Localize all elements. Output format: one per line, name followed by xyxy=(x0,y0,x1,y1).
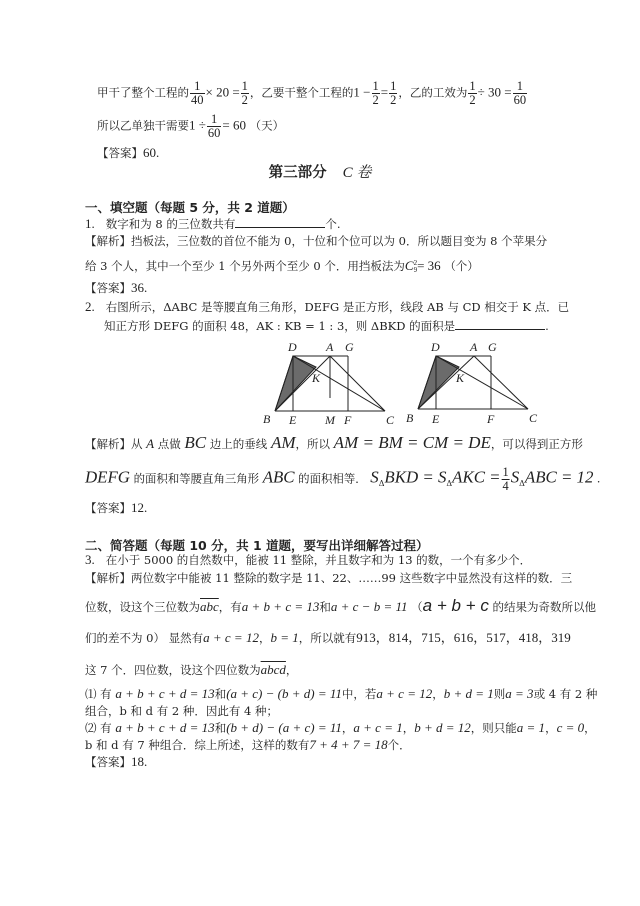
text: ，乙的工效为 xyxy=(398,85,468,100)
solution-line-1 xyxy=(97,80,528,107)
denominator: 60 xyxy=(513,93,527,107)
number-list: 913，814，715，616，517，418，319 xyxy=(356,630,571,645)
answer-label: 【答案】 xyxy=(85,755,131,769)
analysis-text: 两位数字中能被 11 整除的数字是 11、22、……99 这些数字中显然没有这样的数．三 xyxy=(131,571,573,585)
text: 的面积和等腰直角三角形 xyxy=(133,471,260,486)
label-b: B xyxy=(406,411,414,425)
q3-case-2-line-1 xyxy=(85,720,596,736)
text: ，乙要干整个工程的 xyxy=(249,85,354,100)
math: a + c − b = 11 xyxy=(330,599,408,614)
denominator: 2 xyxy=(372,93,379,107)
label-f: F xyxy=(344,413,352,427)
numerator: 1 xyxy=(190,80,205,94)
math: a + b + c xyxy=(422,596,489,615)
text: b 和 d 有 7 种组合．综上所述，这样的数有 xyxy=(85,738,310,752)
math: A xyxy=(146,436,155,451)
question-2-line-1 xyxy=(85,299,569,315)
answer-value: 18. xyxy=(131,754,148,769)
question-number: 3. xyxy=(85,552,95,567)
math: DEFG xyxy=(85,467,130,487)
numerator: 1 xyxy=(390,79,397,93)
solution-line-2 xyxy=(97,113,284,140)
q3-analysis-line-1 xyxy=(85,570,572,586)
math: 1 ÷ xyxy=(189,117,206,133)
q3-analysis-line-3 xyxy=(85,630,571,646)
text: ，所以 xyxy=(295,437,331,451)
label-d: D xyxy=(288,340,297,354)
q2-analysis-line-1 xyxy=(85,435,583,452)
denominator: 2 xyxy=(241,93,248,107)
analysis-text: 给 3 个人，其中一个至少 1 个另外两个至少 0 个．用挡板法为 xyxy=(85,259,405,273)
label-g: G xyxy=(488,340,497,354)
text: ⑵ 有 xyxy=(85,721,112,735)
denominator: 2 xyxy=(469,93,476,107)
math: = 36 xyxy=(417,258,441,273)
question-text: 知正方形 DEFG 的面积 48，AK : KB = 1 : 3，则 ΔBKD 的面积是 xyxy=(104,319,456,333)
fraction xyxy=(207,113,222,140)
text: ，有 xyxy=(218,600,242,614)
fraction xyxy=(389,80,397,107)
combination-symbol: C xyxy=(404,258,414,273)
text: ，则只能 xyxy=(470,721,517,735)
text: 的面积相等． xyxy=(298,471,367,486)
math: a + b + c + d = 13 xyxy=(115,720,215,735)
question-text: 右图所示，ΔABC 是等腰直角三角形，DEFG 是正方形，线段 AB 与 CD 相交于 K 点．已 xyxy=(105,300,570,314)
text: 所以乙单独干需要 xyxy=(97,118,189,133)
denominator: 4 xyxy=(502,479,509,493)
label-c: C xyxy=(386,413,395,427)
figure-left xyxy=(263,340,395,427)
question-tail: . xyxy=(545,319,549,333)
text: ，所以就有 xyxy=(298,631,357,645)
text: 的结果为奇数所以他 xyxy=(492,600,596,614)
answer-label: 【答案】 xyxy=(85,281,131,295)
text: ，可以得到正方形 xyxy=(490,437,583,451)
math: b = 1 xyxy=(270,630,299,645)
shaded-triangle-bkd xyxy=(418,356,459,409)
math: b + d = 1 xyxy=(443,686,494,701)
text: ， xyxy=(432,687,444,701)
question-number: 1. xyxy=(85,216,95,231)
fraction xyxy=(502,466,510,493)
denominator: 2 xyxy=(390,93,397,107)
denominator: 60 xyxy=(207,126,221,140)
label-a: A xyxy=(470,340,478,354)
answer-value: 12. xyxy=(131,500,148,515)
fraction xyxy=(241,80,249,107)
text: ， xyxy=(402,721,415,735)
math: S xyxy=(370,467,379,487)
text: 或 4 有 2 种 xyxy=(533,687,598,701)
combination-sup: 2 xyxy=(413,259,418,267)
q1-analysis-line-1 xyxy=(85,233,547,249)
text: 和 xyxy=(319,600,331,614)
text: 甲干了整个工程的 xyxy=(97,85,189,100)
denominator: 40 xyxy=(191,93,204,107)
math: ABC xyxy=(262,467,295,487)
math: 1 − xyxy=(353,84,371,100)
math-sub: Δ xyxy=(446,478,453,488)
math: × 20 = xyxy=(205,84,240,100)
overline-number: $\overline{abc}$ xyxy=(200,599,219,614)
segment-dc xyxy=(293,356,385,411)
text: 这 7 个．四位数，设这个四位数为 xyxy=(85,663,261,677)
math: a + c = 12 xyxy=(376,686,433,701)
text: ⑴ 有 xyxy=(85,687,112,701)
q1-answer xyxy=(85,280,147,296)
question-tail: 个. xyxy=(325,217,341,231)
math: a + b + c + d = 13 xyxy=(115,686,215,701)
q2-analysis-line-2 xyxy=(85,466,600,493)
geometry-figures xyxy=(250,338,550,428)
math: a = 3 xyxy=(505,686,534,701)
figure-right xyxy=(406,340,538,426)
math: c = 0 xyxy=(556,720,585,735)
numerator: 1 xyxy=(372,79,379,93)
text: 边上的垂线 xyxy=(209,437,268,451)
label-k: K xyxy=(456,371,465,385)
math-sub: Δ xyxy=(378,478,385,488)
math: ÷ 30 = xyxy=(477,84,512,100)
math: = 60 xyxy=(222,117,246,133)
text: 从 xyxy=(131,437,143,451)
answer-blank[interactable] xyxy=(455,317,545,330)
question-3 xyxy=(85,552,531,568)
question-text: 在小于 5000 的自然数中，能被 11 整除，并且数字和为 13 的数，一个有多少个． xyxy=(105,553,532,567)
fraction xyxy=(372,80,380,107)
fraction xyxy=(468,80,476,107)
text: 们的差不为 0） xyxy=(85,631,165,645)
section-heading-fill-in: 一、填空题（每题 5 分，共 2 道题） xyxy=(85,200,295,215)
part-title-suffix: C 卷 xyxy=(342,165,372,181)
answer-value: 36. xyxy=(131,280,148,295)
text: 和 xyxy=(214,721,227,735)
text: （天） xyxy=(249,118,285,133)
label-e: E xyxy=(432,412,440,426)
combination-sub: 9 xyxy=(413,266,418,274)
math: a + b + c = 13 xyxy=(241,599,320,614)
numerator: 1 xyxy=(513,80,528,94)
text: 组合，b 和 d 有 2 种．因此有 4 种； xyxy=(85,704,278,718)
text: 点做 xyxy=(157,437,181,451)
label-k: K xyxy=(312,371,321,385)
text: 位数，设这个三位数为 xyxy=(85,600,200,614)
part-title xyxy=(0,161,640,182)
fraction xyxy=(513,80,528,107)
text: （ xyxy=(411,600,423,614)
math: . xyxy=(597,470,601,486)
text: 显然有 xyxy=(168,631,204,645)
answer-value: 60. xyxy=(143,145,160,160)
analysis-label: 【解析】 xyxy=(85,234,131,248)
math: AM = BM = CM = DE xyxy=(333,433,491,452)
analysis-label: 【解析】 xyxy=(85,571,131,585)
text: ， xyxy=(285,663,298,677)
q3-case-2-line-2 xyxy=(85,737,411,753)
math: S xyxy=(510,467,520,487)
fraction xyxy=(190,80,205,107)
text: 中，若 xyxy=(341,687,377,701)
math: a + c = 12 xyxy=(203,630,259,645)
text: 和 xyxy=(214,687,227,701)
q3-case-1-line-2 xyxy=(85,703,278,719)
text: ， xyxy=(341,721,354,735)
section-heading-short-answer: 二、简答题（每题 10 分，共 1 道题，要写出详细解答过程） xyxy=(85,538,429,553)
text: ， xyxy=(258,631,271,645)
text: 个． xyxy=(387,738,411,752)
shaded-triangle-bkd xyxy=(275,356,316,411)
unit: （个） xyxy=(444,259,479,273)
answer-blank[interactable] xyxy=(235,215,325,228)
label-g: G xyxy=(345,340,354,354)
question-1 xyxy=(85,215,341,232)
numerator: 1 xyxy=(207,113,222,127)
answer-label: 【答案】 xyxy=(85,501,131,515)
q1-analysis-line-2 xyxy=(85,258,479,274)
math: BKD = S xyxy=(384,467,447,487)
q3-analysis-line-2 xyxy=(85,598,596,615)
text: ， xyxy=(545,721,557,735)
math: AKC = xyxy=(452,467,501,487)
q3-answer xyxy=(85,754,147,770)
math-sub: Δ xyxy=(519,478,525,488)
analysis-text: 挡板法，三位数的首位不能为 0，十位和个位可以为 0．所以题目变为 8 个苹果分 xyxy=(131,234,548,248)
question-2-line-2 xyxy=(104,317,549,334)
question-number: 2. xyxy=(85,299,95,314)
math: a + c = 1 xyxy=(353,720,403,735)
analysis-label: 【解析】 xyxy=(85,437,131,451)
math: (b + d) − (a + c) = 11 xyxy=(226,720,342,735)
math: ABC = 12 xyxy=(524,467,594,487)
label-f: F xyxy=(487,412,495,426)
text: 则 xyxy=(493,687,506,701)
numerator: 1 xyxy=(469,79,476,93)
question-text: 数字和为 8 的三位数共有 xyxy=(105,217,236,231)
q3-analysis-line-4 xyxy=(85,662,297,678)
label-m: M xyxy=(325,413,335,427)
math: = xyxy=(380,84,389,100)
label-e: E xyxy=(289,413,297,427)
math: a = 1 xyxy=(516,720,546,735)
label-a: A xyxy=(326,340,334,354)
label-d: D xyxy=(431,340,440,354)
numerator: 1 xyxy=(241,79,248,93)
text: ， xyxy=(584,721,596,735)
q3-case-1-line-1 xyxy=(85,686,597,702)
math: 7 + 4 + 7 = 18 xyxy=(309,737,388,752)
math: AM xyxy=(270,433,296,452)
numerator: 1 xyxy=(502,465,509,479)
answer-line-top xyxy=(97,145,159,161)
overline-number: abcd xyxy=(260,662,286,677)
math: b + d = 12 xyxy=(414,720,471,735)
label-b: B xyxy=(263,412,271,426)
part-title-text: 第三部分 xyxy=(268,165,327,181)
q2-answer xyxy=(85,500,147,516)
math: BC xyxy=(184,433,207,452)
label-c: C xyxy=(529,411,538,425)
math: (a + c) − (b + d) = 11 xyxy=(226,686,342,701)
answer-label: 【答案】 xyxy=(97,146,143,160)
